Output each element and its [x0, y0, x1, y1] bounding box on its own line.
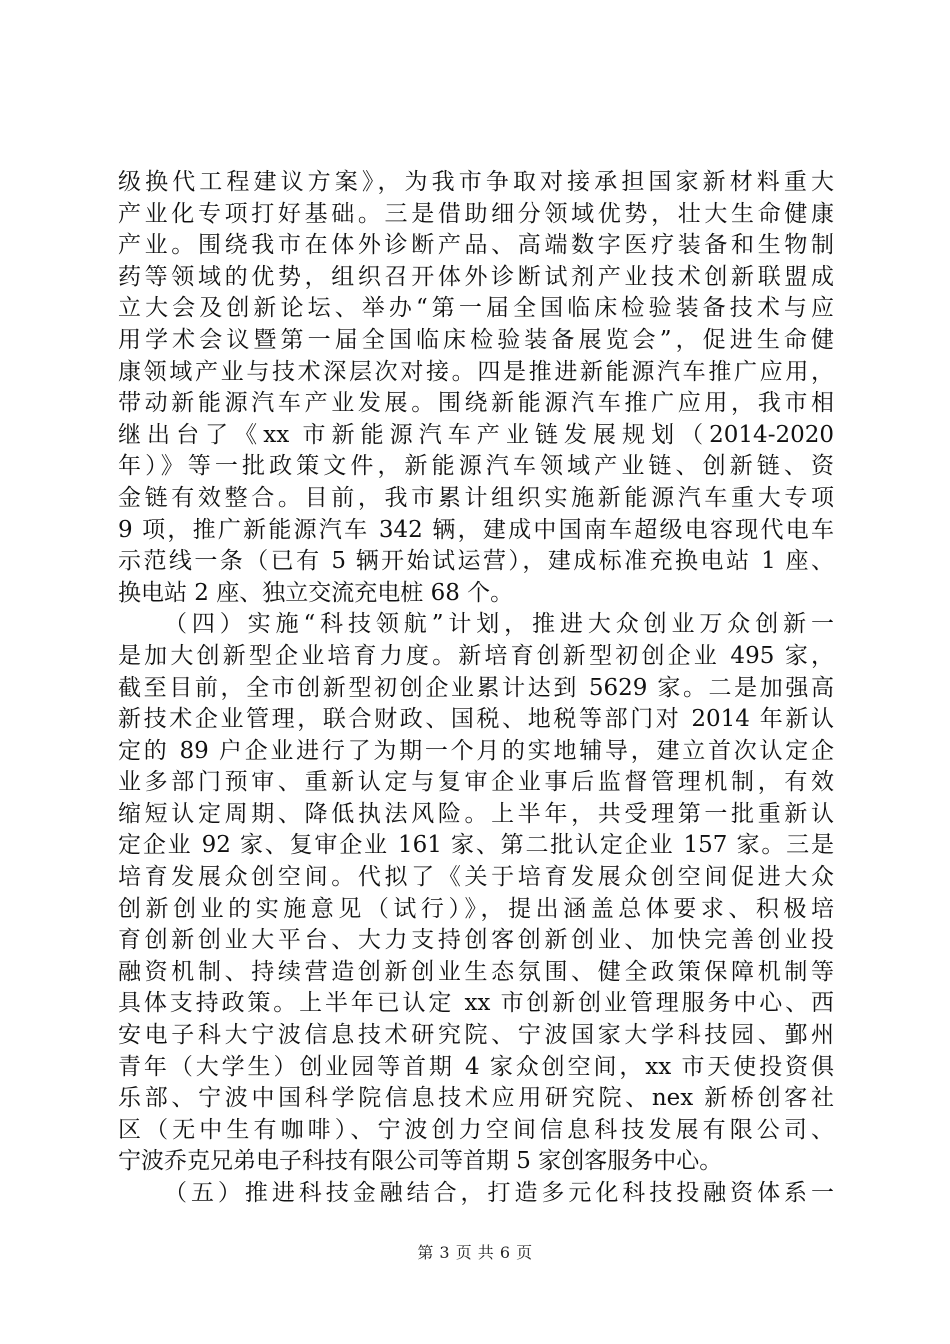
document-body	[118, 167, 834, 1210]
text-line: 级换代工程建议方案》，为我市争取对接承担国家新材料重大	[118, 169, 834, 195]
text-line: 业多部门预审、重新认定与复审企业事后监督管理机制，有效	[118, 769, 834, 796]
text-line: 产业化专项打好基础。三是借助细分领域优势，壮大生命健康	[118, 200, 834, 227]
section-heading-line: （四）实施“科技领航”计划，推进大众创业万众创新一	[164, 611, 834, 638]
text-line: 康领域产业与技术深层次对接。四是推进新能源汽车推广应用，	[118, 358, 834, 385]
text-line: 青年（大学生）创业园等首期 4 家众创空间，xx 市天使投资俱	[118, 1053, 834, 1080]
text-line: 是加大创新型企业培育力度。新培育创新型初创企业 495 家，	[118, 642, 834, 669]
text-line: 新技术企业管理，联合财政、国税、地税等部门对 2014 年新认	[118, 706, 834, 733]
text-line: 育创新创业大平台、大力支持创客创新创业、加快完善创业投	[118, 927, 834, 954]
text-line: 创新创业的实施意见（试行）》，提出涵盖总体要求、积极培	[118, 895, 834, 922]
text-line: 继出台了《xx 市新能源汽车产业链发展规划（2014-2020	[118, 421, 834, 448]
text-line: 带动新能源汽车产业发展。围绕新能源汽车推广应用，我市相	[118, 390, 834, 417]
text-line: 具体支持政策。上半年已认定 xx 市创新创业管理服务中心、西	[118, 990, 834, 1017]
text-line: 融资机制、持续营造创新创业生态氛围、健全政策保障机制等	[118, 958, 834, 985]
text-line: 药等领域的优势，组织召开体外诊断试剂产业技术创新联盟成	[118, 263, 834, 290]
text-line: 安电子科大宁波信息技术研究院、宁波国家大学科技园、鄞州	[118, 1022, 834, 1049]
text-line: 定的 89 户企业进行了为期一个月的实地辅导，建立首次认定企	[118, 737, 834, 764]
text-line: 产业。围绕我市在体外诊断产品、高端数字医疗装备和生物制	[118, 232, 834, 259]
text-line: 截至目前，全市创新型初创企业累计达到 5629 家。二是加强高	[118, 674, 834, 701]
text-line: 宁波乔克兄弟电子科技有限公司等首期 5 家创客服务中心。	[118, 1148, 723, 1175]
text-line: 立大会及创新论坛、举办“第一届全国临床检验装备技术与应	[118, 295, 834, 322]
section-heading-line: （五）推进科技金融结合，打造多元化科技投融资体系一	[164, 1180, 834, 1206]
text-line: 培育发展众创空间。代拟了《关于培育发展众创空间促进大众	[118, 864, 834, 891]
text-line: 年）》等一批政策文件，新能源汽车领域产业链、创新链、资	[118, 453, 834, 480]
text-line: 乐部、宁波中国科学院信息技术应用研究院、nex 新桥创客社	[118, 1085, 834, 1112]
page-number-footer: 第 3 页 共 6 页	[417, 1243, 533, 1262]
text-line: 定企业 92 家、复审企业 161 家、第二批认定企业 157 家。三是	[118, 832, 834, 859]
text-line: 示范线一条（已有 5 辆开始试运营），建成标准充换电站 1 座、	[118, 548, 834, 575]
text-line: 用学术会议暨第一届全国临床检验装备展览会”，促进生命健	[118, 326, 834, 353]
text-line: 区（无中生有咖啡）、宁波创力空间信息科技发展有限公司、	[118, 1116, 834, 1143]
text-line: 金链有效整合。目前，我市累计组织实施新能源汽车重大专项	[118, 484, 834, 511]
text-line: 9 项，推广新能源汽车 342 辆，建成中国南车超级电容现代电车	[118, 516, 834, 543]
text-line: 缩短认定周期、降低执法风险。上半年，共受理第一批重新认	[118, 800, 834, 827]
text-line: 换电站 2 座、独立交流充电桩 68 个。	[118, 579, 514, 606]
